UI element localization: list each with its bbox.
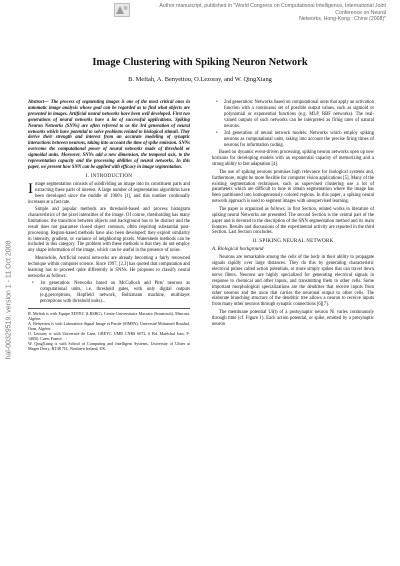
footnote: A. Benyettou is with Laboratoire Signal Image et Parole (SIMPA), Université Mohamed Boudiaf, Oran, Algérie. [28, 320, 190, 331]
section-1-heading: I. INTRODUCTION [85, 172, 133, 179]
left-column [28, 100, 190, 351]
right-paragraph-4: Neurons are remarkable among the cells of the body in their ability to propagate signals rapidly over large distances. They do this by generating characteristic electrical pulses called action potentials, or more simply spikes that can travel down nerve fibers. Neurons are highly specialized for generating electrical signals in response to chemical and other inputs, and transmitting them to other cells. Some important morphological specializations are the dendrites that receive inputs from other neurons and the axon that carries the neuronal output to other cells. The elaborate branching structure of the dendritic tree allows a neuron to receive inputs from many other neurons through synaptic connections [6][7]. [212, 255, 374, 308]
drop-cap: I [28, 180, 33, 197]
footnote: O. Lezoray is with Université de Caen, GREYC UMR CNRS 6072, 6 Bd. Maréchal Juin, F-14050, Caen, France. [28, 331, 190, 342]
paper-authors: B. Meftah, A. Benyettou, O.Lezoray, and W. QingXiang [128, 76, 272, 83]
intro-bullet-1-text: 1st generation: Networks based on McCulloch and Pitts' neurons as computational units, i.e. threshold gates, with only digital outputs (e.g.perceptrons, Hopfield network, Boltzmann machine, multilayer perceptrons with threshold units)... [40, 281, 190, 304]
abstract: Abstract— The process of segmenting images is one of the most critical ones in automatic image analysis whose goal can be regarded as to find what objects are presented in images. Artificial neural networks have been well developed. First two generations of neural networks have a lot of successful applications. Spiking Neuron Networks (SNNs) are often referred to as the 3rd generation of neural networks which have potential to solve problems related to biological stimuli. They derive their strength and interest from an accurate modeling of synaptic interactions between neurons, taking into account the time of spike emission. SNNs overcome the computational power of neural networks made of threshold or sigmoidal units. Moreover, SNNs add a new dimension, the temporal axis, to the representation capacity and the processing abilities of neural networks. In this paper, we present how SNN can be applied with efficacy in image segmentation. [28, 100, 190, 170]
right-paragraph-1: Based on dynamic event-driven processing, spiking neuron networks open up new horizons for developing models with an exponential capacity of memorizing and a strong ability to fast adaptation [4]. [212, 150, 374, 168]
paper-title: Image Clustering with Spiking Neuron Network [92, 57, 308, 68]
right-paragraph-3: The paper is organized as follows: in first Section, related works in literature of spiking neural Networks are presented. The second Section is the central part of the paper and is devoted to the description of the SNN segmentation method and its main features. Results and discussions of the experimental activity are reported in the third Section. Last Section concludes. [212, 206, 374, 236]
section-2a-heading: A. Biological background [212, 247, 264, 253]
right-paragraph-2: The use of spiking neurons promises high relevance for biological systems and, furthermore, might be more flexible for computer vision applications [5]. Many of the existing segmentation techniques, such as supervised clustering use a lot of parameters which are difficult to tune to obtain segmentation where the image has been partitioned into homogeneously colored regions. In this paper, a spiking neural network approach is used to segment images with unsupervised learning. [212, 169, 374, 205]
footnotes [28, 308, 190, 352]
bullet-icon: • [32, 281, 34, 287]
publication-header [136, 3, 386, 23]
bullet-2nd-generation [212, 100, 374, 130]
footnote: B. Meftah is with Equipe EDTEC (LRSBG), Centre Universitaire Mascara (Sonatrach), Mascara, Algérie. [28, 310, 190, 321]
section-2-heading: II. SPIKING NEURAL NETWORK [252, 238, 334, 245]
header-line-2: Networks, Hong-Kong : Chine (2008)" [299, 16, 386, 23]
bullet-2nd-generation-text: 2nd generation: Networks based on computational units that apply an activation function with a continuous set of possible output values, such as sigmoid or polynomial or exponential functions (e.g. MLP, RBF networks). The real-valued outputs of such networks can be interpreted as firing rates of natural neurons. [224, 100, 374, 129]
intro-paragraph-2: Simple and popular methods are threshold-based and process histogram characteristics of the pixel intensities of the image. Of course, thresholding has many limitations: the transition between objects and background has to be distinct and the result does not guarantee closed object contours, often requiring substantial post-processing. Region-based methods have also been developed; they exploit similarity in intensity, gradient, or variance of neighboring pixels. Watersheds methods can be included in this category. The problem with these methods is that they do not employ any shape information of the image, which can be useful in the presence of noise. [28, 207, 190, 254]
bullet-icon: • [216, 131, 218, 137]
intro-paragraph-3: Meanwhile, Artificial neural networks are already becoming a fairly renowned technique within computer science. Since 1997, [2,3] has quoted that computation and learning has to proceed quite differently in SNNs. He proposes to classify neural networks as follows: [28, 255, 190, 279]
intro-paragraph-1 [28, 182, 190, 206]
footnote: W. QingXiang is with School of Computing and Intelligent Systems, University of Ulster at Magee Derry, BT48 7JL, Northern Ireland, UK. [28, 341, 190, 352]
hal-logo-icon [114, 3, 130, 17]
intro-paragraph-1-text: mage segmentation consists of subdividing an image into its constituent parts and extracting these parts of interest. A large number of segmentation algorithms have been developed since the middle of 1960's [1], and this number continually increases at a fast rate. [28, 181, 190, 205]
right-paragraph-5: The membrane potential Ui(t) of a postsynaptic neuron Ni varies continuously through time (cf. Figure 1). Each action potential, or spike, emitted by a presynaptic neuron [212, 309, 374, 327]
bullet-icon: • [216, 100, 218, 105]
header-line-1: Author manuscript, published in "World Congress on Computational Intelligence, International Joint Conference on Neural [159, 3, 386, 16]
right-column [212, 100, 374, 329]
bullet-3rd-generation-text: 3rd generation of neural network models: Networks which employ spiking neurons as computational units, taking into account the precise firing times of neurons for information coding. [224, 131, 374, 148]
intro-bullet-1 [28, 281, 190, 305]
hal-side-label: hal-00329519, version 1 - 11 Oct 2008 [5, 240, 13, 360]
bullet-3rd-generation [212, 131, 374, 149]
